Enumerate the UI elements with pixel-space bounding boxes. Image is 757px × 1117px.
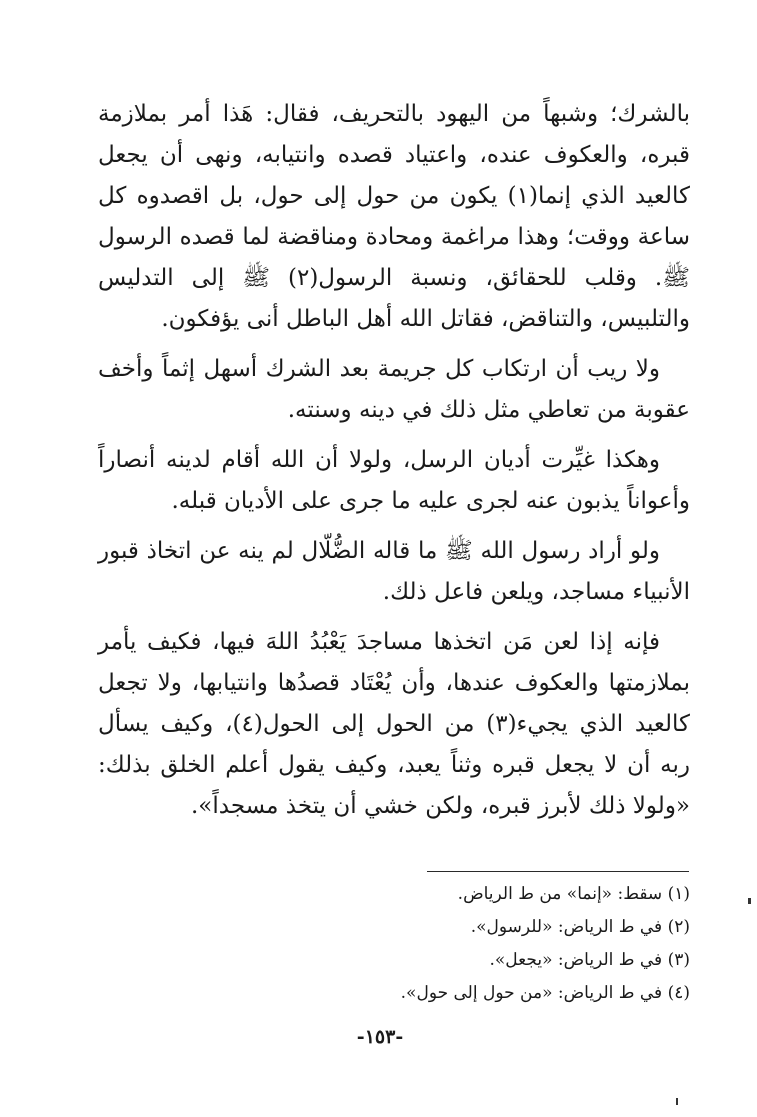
footnote-divider	[427, 871, 689, 872]
footnote-4: (٤) في ط الرياض: «من حول إلى حول».	[400, 983, 690, 1003]
footnote-1: (١) سقط: «إنما» من ط الرياض.	[457, 884, 690, 904]
paragraph-3: وهكذا غيِّرت أديان الرسل، ولولا أن الله أقام لدينه أنصاراً وأعواناً يذبون عنه لجرى عليه ما جرى على الأديان قبله.	[98, 447, 690, 514]
footnotes	[180, 878, 690, 1010]
scan-corner-mark	[676, 1098, 678, 1105]
paragraph-5: فإنه إذا لعن مَن اتخذها مساجدَ يَعْبُدُ اللهَ فيها، فكيف يأمر بملازمتها والعكوف عندها، وأن يُعْتَاد قصدُها وانتيابها، ولا تجعل كالعيد الذي يجيء(٣) من الحول إلى الحول(٤)، وكيف يسأل ربه أن لا يجعل قبره وثناً يعبد، وكيف يقول أعلم الخلق بذلك: «ولولا ذلك لأبرز قبره، ولكن خشي أن يتخذ مسجداً».	[98, 629, 690, 819]
footnote-2: (٢) في ط الرياض: «للرسول».	[470, 917, 690, 937]
paragraph-1: بالشرك؛ وشبهاً من اليهود بالتحريف، فقال: هَذا أمر بملازمة قبره، والعكوف عنده، واعتياد قصده وانتيابه، ونهى أن يجعل كالعيد الذي إنما(١) يكون من حول إلى حول، بل اقصدوه كل ساعة ووقت؛ وهذا مراغمة ومحادة ومناقضة لما قصده الرسول ﷺ. وقلب للحقائق، ونسبة الرسول(٢) ﷺ إلى التدليس والتلبيس، والتناقض، فقاتل الله أهل الباطل أنى يؤفكون.	[98, 101, 690, 332]
paragraph-4: ولو أراد رسول الله ﷺ ما قاله الضُّلّال لم ينه عن اتخاذ قبور الأنبياء مساجد، ويلعن فاعل ذلك.	[98, 538, 690, 605]
page-number: -١٥٣-	[356, 1026, 404, 1048]
footnote-3: (٣) في ط الرياض: «يجعل».	[489, 950, 690, 970]
main-text	[98, 94, 690, 836]
scan-edge-mark	[748, 898, 751, 904]
paragraph-2: ولا ريب أن ارتكاب كل جريمة بعد الشرك أسهل إثماً وأخف عقوبة من تعاطي مثل ذلك في دينه وسنته.	[98, 356, 690, 423]
